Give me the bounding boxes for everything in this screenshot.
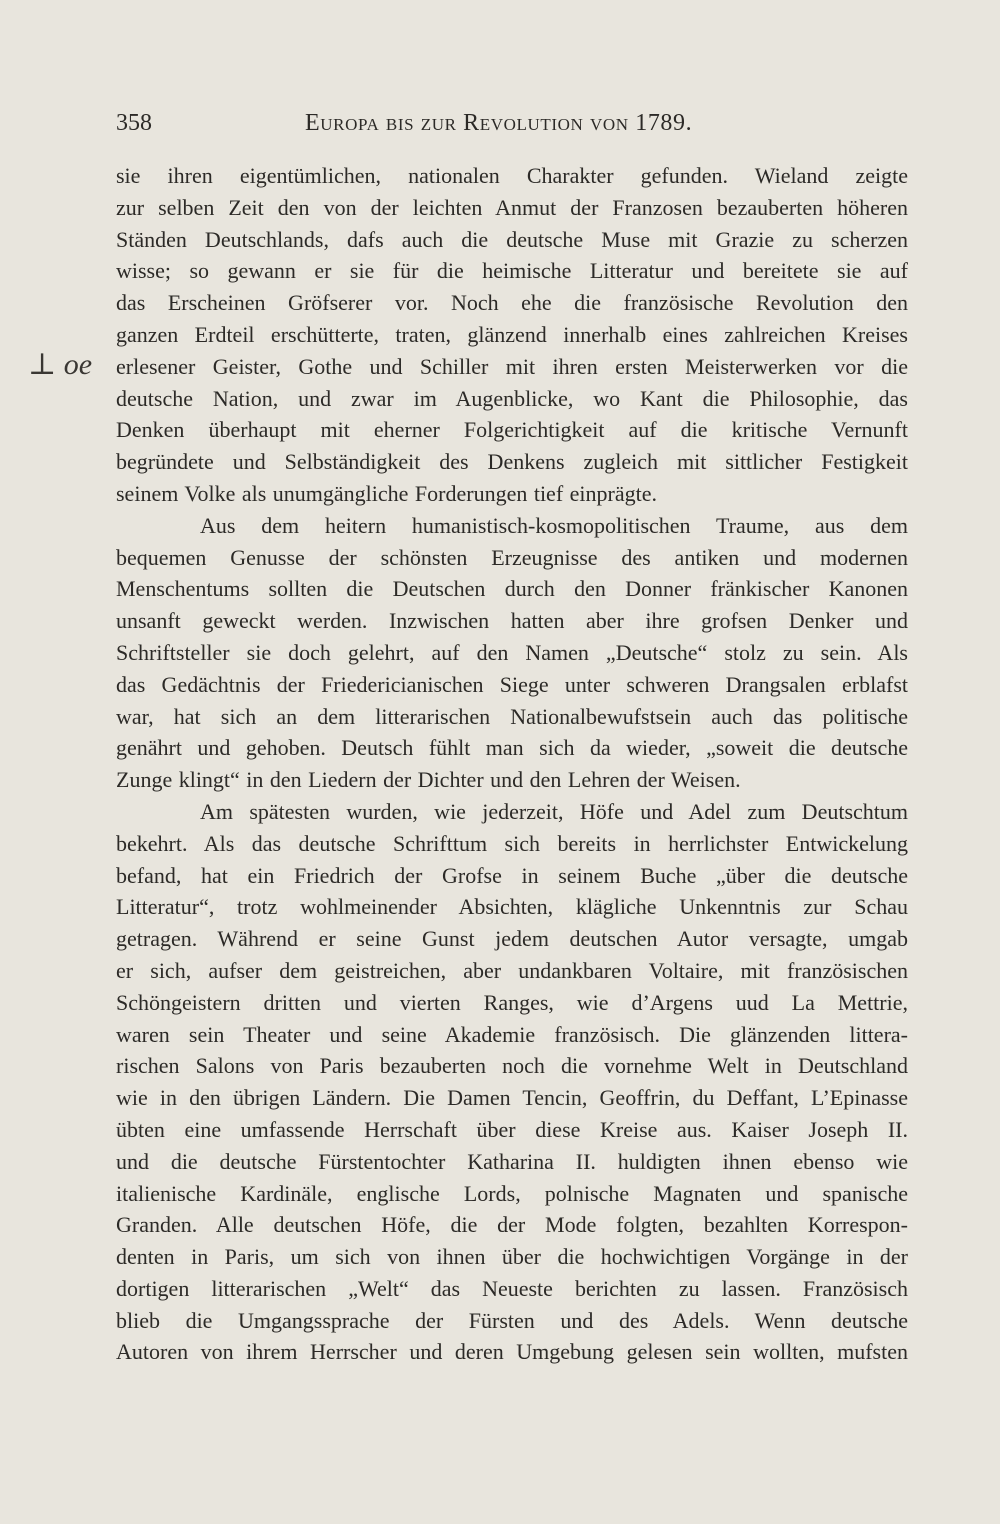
- text-line: deutsche Nation, und zwar im Augenblicke, wo Kant die Philosophie, das: [116, 385, 908, 411]
- text-line: das Gedächtnis der Friedericianischen Siege unter schweren Drangsalen erblafst: [116, 671, 908, 697]
- page-number: 358: [116, 110, 152, 136]
- text-line: genährt und gehoben. Deutsch fühlt man sich da wieder, „soweit die deutsche: [116, 735, 908, 761]
- text-line: Granden. Alle deutschen Höfe, die der Mode folgten, bezahlten Korrespon-: [116, 1212, 908, 1238]
- text-line: erlesener Geister, Gothe und Schiller mit ihren ersten Meisterwerken vor die: [116, 353, 908, 379]
- handwritten-marginal-note: ⊥ oe: [28, 348, 93, 381]
- text-line: ganzen Erdteil erschütterte, traten, glänzend innerhalb eines zahlreichen Kreises: [116, 321, 908, 347]
- text-line: wie in den übrigen Ländern. Die Damen Tencin, Geoffrin, du Deffant, L’Epinasse: [116, 1085, 908, 1111]
- text-line: Litteratur“, trotz wohlmeinender Absichten, klägliche Unkenntnis zur Schau: [116, 894, 908, 920]
- text-line: begründete und Selbständigkeit des Denkens zugleich mit sittlicher Festigkeit: [116, 449, 908, 475]
- text-line: waren sein Theater und seine Akademie französisch. Die glänzenden littera-: [116, 1021, 908, 1047]
- text-line: denten in Paris, um sich von ihnen über die hochwichtigen Vorgänge in der: [116, 1244, 908, 1270]
- running-head: Europa bis zur Revolution von 1789.: [305, 110, 693, 136]
- body-text: [116, 160, 908, 1368]
- text-line: Schöngeistern dritten und vierten Ranges, wie d’Argens uud La Mettrie,: [116, 989, 908, 1015]
- text-line: seinem Volke als unumgängliche Forderungen tief einprägte.: [116, 480, 657, 506]
- text-line: Zunge klingt“ in den Liedern der Dichter und den Lehren der Weisen.: [116, 767, 741, 793]
- text-line: und die deutsche Fürstentochter Katharina II. huldigten ihnen ebenso wie: [116, 1148, 908, 1174]
- text-line: Denken überhaupt mit eherner Folgerichtigkeit auf die kritische Vernunft: [116, 417, 908, 443]
- text-line: Autoren von ihrem Herrscher und deren Umgebung gelesen sein wollten, mufsten: [116, 1339, 908, 1365]
- text-line: übten eine umfassende Herrschaft über diese Kreise aus. Kaiser Joseph II.: [116, 1116, 908, 1142]
- text-line: blieb die Umgangssprache der Fürsten und des Adels. Wenn deutsche: [116, 1307, 908, 1333]
- text-line: unsanft geweckt werden. Inzwischen hatten aber ihre grofsen Denker und: [116, 608, 908, 634]
- text-line: Am spätesten wurden, wie jederzeit, Höfe und Adel zum Deutschtum: [200, 798, 908, 824]
- text-line: sie ihren eigentümlichen, nationalen Charakter gefunden. Wieland zeigte: [116, 163, 908, 188]
- text-line: dortigen litterarischen „Welt“ das Neueste berichten zu lassen. Französisch: [116, 1275, 908, 1301]
- text-line: Schriftsteller sie doch gelehrt, auf den Namen „Deutsche“ stolz zu sein. Als: [116, 639, 908, 665]
- text-line: rischen Salons von Paris bezauberten noch die vornehme Welt in Deutschland: [116, 1053, 908, 1079]
- text-line: Aus dem heitern humanistisch-kosmopolitischen Traume, aus dem: [200, 512, 908, 538]
- text-line: italienische Kardinäle, englische Lords, polnische Magnaten und spanische: [116, 1180, 908, 1206]
- text-line: bequemen Genusse der schönsten Erzeugnisse des antiken und modernen: [116, 544, 908, 570]
- text-line: befand, hat ein Friedrich der Grofse in seinem Buche „über die deutsche: [116, 862, 908, 888]
- text-line: Ständen Deutschlands, dafs auch die deutsche Muse mit Grazie zu scherzen: [116, 226, 908, 252]
- text-line: das Erscheinen Gröfserer vor. Noch ehe die französische Revolution den: [116, 290, 908, 316]
- text-line: zur selben Zeit den von der leichten Anmut der Franzosen bezauberten höheren: [116, 194, 908, 220]
- text-line: wisse; so gewann er sie für die heimische Litteratur und bereitete sie auf: [116, 258, 908, 284]
- text-line: bekehrt. Als das deutsche Schrifttum sich bereits in herrlichster Entwickelung: [116, 830, 908, 856]
- text-line: getragen. Während er seine Gunst jedem deutschen Autor versagte, umgab: [116, 926, 908, 952]
- text-line: er sich, aufser dem geistreichen, aber undankbaren Voltaire, mit französischen: [116, 957, 908, 983]
- text-line: Menschentums sollten die Deutschen durch den Donner fränkischer Kanonen: [116, 576, 908, 602]
- text-line: war, hat sich an dem litterarischen Nationalbewufstsein auch das politische: [116, 703, 908, 729]
